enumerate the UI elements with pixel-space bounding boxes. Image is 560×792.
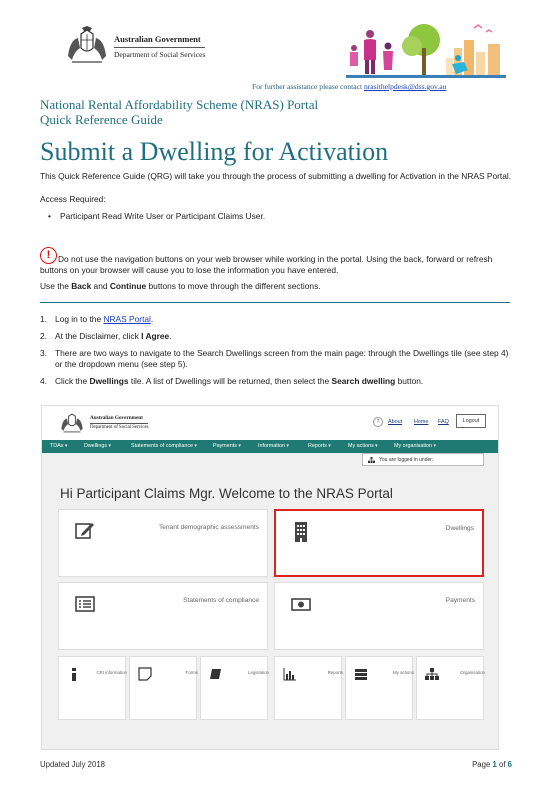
nav-reports[interactable]: Reports ▾ (308, 443, 331, 449)
page-number (472, 760, 512, 769)
organisation-icon (368, 457, 375, 463)
warning-icon: ! (40, 247, 57, 264)
tile-label: Tenant demographic assessments (158, 524, 259, 531)
subtitle-line-1: National Rental Affordability Scheme (NRAS) Portal (40, 97, 319, 112)
step-2 (40, 331, 512, 342)
step-text: There are two ways to navigate to the Search Dwellings screen from the main page: through the Dwellings tile (see step 4) or the dropdown menu (see step 5). (55, 348, 509, 369)
money-icon (291, 593, 311, 615)
step-number: 4. (40, 376, 47, 386)
faq-link[interactable]: FAQ (438, 419, 449, 425)
nav-note-pre: Use the (40, 281, 72, 291)
tile-tenant-demographic-assessments[interactable] (58, 509, 268, 577)
tile-cri-information[interactable] (58, 656, 126, 720)
tile-label: Statements of compliance (183, 597, 259, 604)
nav-note-mid: and (91, 281, 110, 291)
step-1 (40, 314, 512, 325)
warning-paragraph: Do not use the navigation buttons on your web browser while working in the portal. Using the back, forward or refresh buttons on your browser will cause you to lose the information you have entered. (40, 254, 493, 275)
help-icon[interactable]: ? (373, 417, 383, 427)
tile-reports[interactable] (274, 656, 342, 720)
document-subtitle (40, 97, 318, 127)
building-icon (292, 521, 312, 543)
nav-note-post: buttons to move through the different sections. (146, 281, 321, 291)
portal-dept-name: Department of Social Services (90, 425, 149, 430)
tile-label: CRI information (96, 670, 127, 675)
subtitle-line-2: Quick Reference Guide (40, 112, 163, 127)
nav-note-back: Back (71, 281, 92, 291)
tile-payments[interactable] (274, 582, 484, 650)
step-text: Click the (55, 376, 90, 386)
edit-form-icon (75, 520, 95, 542)
form-icon (138, 667, 152, 681)
about-link[interactable]: About (388, 419, 403, 425)
step-number: 1. (40, 314, 47, 324)
tile-label: Reports (327, 670, 343, 675)
tile-organisation[interactable] (416, 656, 484, 720)
step-number: 3. (40, 348, 47, 358)
nav-statements-of-compliance[interactable]: Statements of compliance ▾ (131, 443, 197, 449)
tile-statements-of-compliance[interactable] (58, 582, 268, 650)
contact-prefix: For further assistance please contact (252, 82, 364, 91)
portal-header (42, 406, 499, 440)
welcome-heading: Hi Participant Claims Mgr. Welcome to the NRAS Portal (60, 486, 393, 501)
step-text: button. (395, 376, 424, 386)
bar-chart-icon (283, 667, 297, 681)
step-bold: I Agree (141, 331, 170, 341)
navigation-note (40, 281, 518, 292)
page-of: of (496, 760, 508, 769)
home-link[interactable]: Home (414, 419, 429, 425)
access-label: Access Required: (40, 194, 106, 204)
tile-label: Forms (185, 670, 198, 675)
footer-updated: Updated July 2018 (40, 760, 106, 769)
family-illustration (346, 18, 506, 80)
total-pages: 6 (507, 760, 512, 769)
server-icon (354, 667, 368, 681)
step-bold: Search dwelling (331, 376, 396, 386)
page-word: Page (472, 760, 493, 769)
nav-dwellings[interactable]: Dwellings ▾ (84, 443, 111, 449)
contact-email-link[interactable]: nrasithelpdesk@dss.gov.au (363, 82, 447, 91)
step-3 (40, 348, 512, 370)
section-divider (40, 302, 510, 303)
portal-nav-bar (42, 440, 499, 453)
nav-note-continue: Continue (109, 281, 147, 291)
step-bold: Dwellings (89, 376, 129, 386)
tile-label: Payments (445, 597, 475, 604)
contact-line (252, 82, 512, 91)
access-bullet: • Participant Read Write User or Participant Claims User. (60, 211, 265, 221)
department-name: Department of Social Services (114, 47, 205, 59)
page-title: Submit a Dwelling for Activation (40, 137, 389, 166)
intro-paragraph: This Quick Reference Guide (QRG) will take you through the process of submitting a dwelling for Activation in the NRAS Portal. (40, 171, 512, 181)
tile-dwellings[interactable] (274, 509, 484, 577)
nav-payments[interactable]: Payments ▾ (213, 443, 241, 449)
logged-in-dropdown (362, 453, 484, 466)
coat-of-arms-icon (58, 411, 86, 435)
step-4 (40, 376, 512, 387)
portal-screenshot (41, 405, 499, 750)
logout-button[interactable]: Logout (456, 414, 486, 428)
tile-legislation[interactable] (200, 656, 268, 720)
step-text: . (150, 314, 154, 324)
list-icon (75, 593, 95, 615)
coat-of-arms-icon (62, 26, 112, 66)
step-text: tile. A list of Dwellings will be returned, then select the (128, 376, 332, 386)
book-icon (209, 667, 223, 681)
government-name: Australian Government (114, 34, 201, 44)
step-text: At the Disclaimer, click (55, 331, 142, 341)
step-number: 2. (40, 331, 47, 341)
tile-label: Organisation (460, 670, 485, 675)
tile-forms[interactable] (129, 656, 197, 720)
nras-portal-link[interactable]: NRAS Portal (103, 314, 151, 324)
nav-tdas[interactable]: TDAs ▾ (50, 443, 67, 449)
nav-my-organisation[interactable]: My organisation ▾ (394, 443, 436, 449)
step-text: . (169, 331, 172, 341)
portal-gov-name: Australian Government (90, 415, 143, 421)
current-page: 1 (492, 760, 497, 769)
nav-my-actions[interactable]: My actions ▾ (348, 443, 378, 449)
step-text: Log in to the (55, 314, 104, 324)
logged-in-label: You are logged in under: (379, 457, 434, 463)
organisation-icon (425, 667, 439, 681)
tile-label: My actions (393, 670, 414, 675)
nav-information[interactable]: Information ▾ (258, 443, 289, 449)
tile-label: Legislation (248, 670, 269, 675)
tile-label: Dwellings (445, 525, 474, 532)
info-icon (67, 667, 81, 681)
tile-my-actions[interactable] (345, 656, 413, 720)
government-logo (62, 26, 222, 66)
